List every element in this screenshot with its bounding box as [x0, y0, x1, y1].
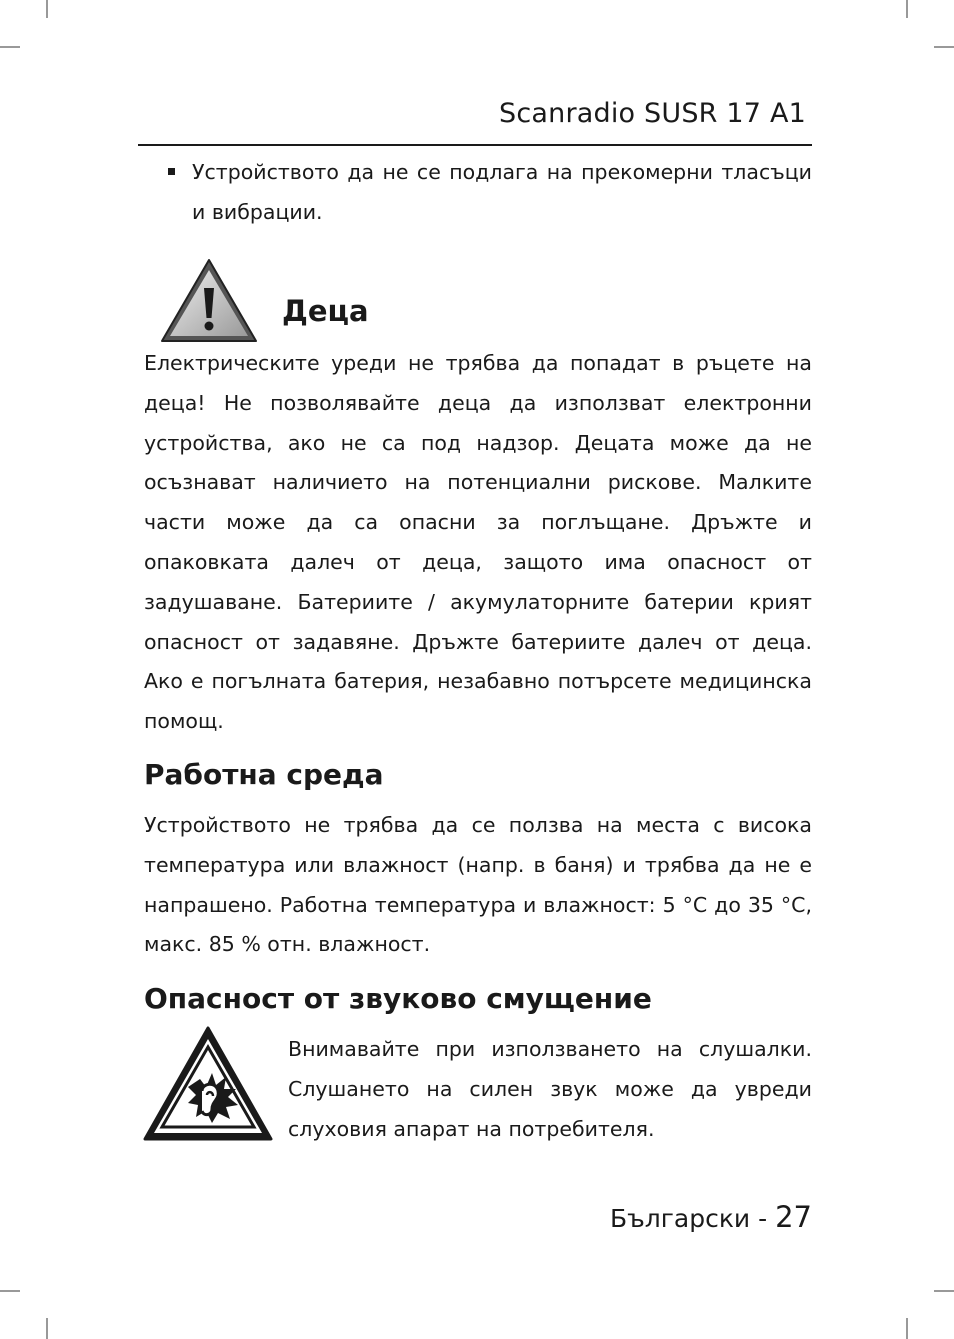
crop-mark [46, 1318, 48, 1339]
crop-mark [0, 46, 20, 48]
crop-mark [934, 1290, 954, 1292]
environment-paragraph: Устройството не трябва да се ползва на места с висока температура или влажност (напр. в баня) и трябва да не е напрашено. Работна температура и влажност: 5 °С до 35 °С, макс. 85 % отн. влажност. [144, 813, 812, 957]
hearing-damage-warning-icon [142, 1025, 274, 1143]
crop-mark [906, 1318, 908, 1339]
bullet-item [168, 152, 812, 232]
crop-mark [0, 1290, 20, 1292]
crop-mark [934, 46, 954, 48]
crop-mark [46, 0, 48, 18]
children-paragraph: Електрическите уреди не трябва да попадат в ръцете на деца! Не позволявайте деца да използват електронни устройства, ако не са под надзор. Децата може да не осъзнават наличието на потенциални рискове. Малките части може да са опасни за поглъщане. Дръжте и опаковката далеч от деца, защото има опасност от задушаване. Батериите / акумулаторните батерии крият опасност от задавяне. Дръжте батериите далеч от деца. Ако е погълната батерия, незабавно потърсете медицинска помощ. [144, 351, 812, 734]
heading-children: Деца [282, 294, 369, 328]
page-number: 27 [775, 1200, 812, 1234]
footer-language: Български - [609, 1204, 768, 1233]
noise-paragraph: Внимавайте при използването на слушалки. Слушането на силен звук може да увреди слуховия апарат на потребителя. [288, 1037, 812, 1141]
bullet-square-icon [168, 168, 175, 175]
running-header-title: Scanradio SUSR 17 A1 [499, 98, 806, 129]
heading-noise: Опасност от звуково смущение [144, 982, 652, 1015]
heading-environment: Работна среда [144, 758, 384, 791]
page-footer [610, 1200, 812, 1234]
crop-mark [906, 0, 908, 18]
bullet-text: Устройството да не се подлага на прекомерни тласъци и вибрации. [192, 160, 812, 224]
header-rule [138, 144, 812, 146]
warning-triangle-icon [160, 258, 258, 344]
